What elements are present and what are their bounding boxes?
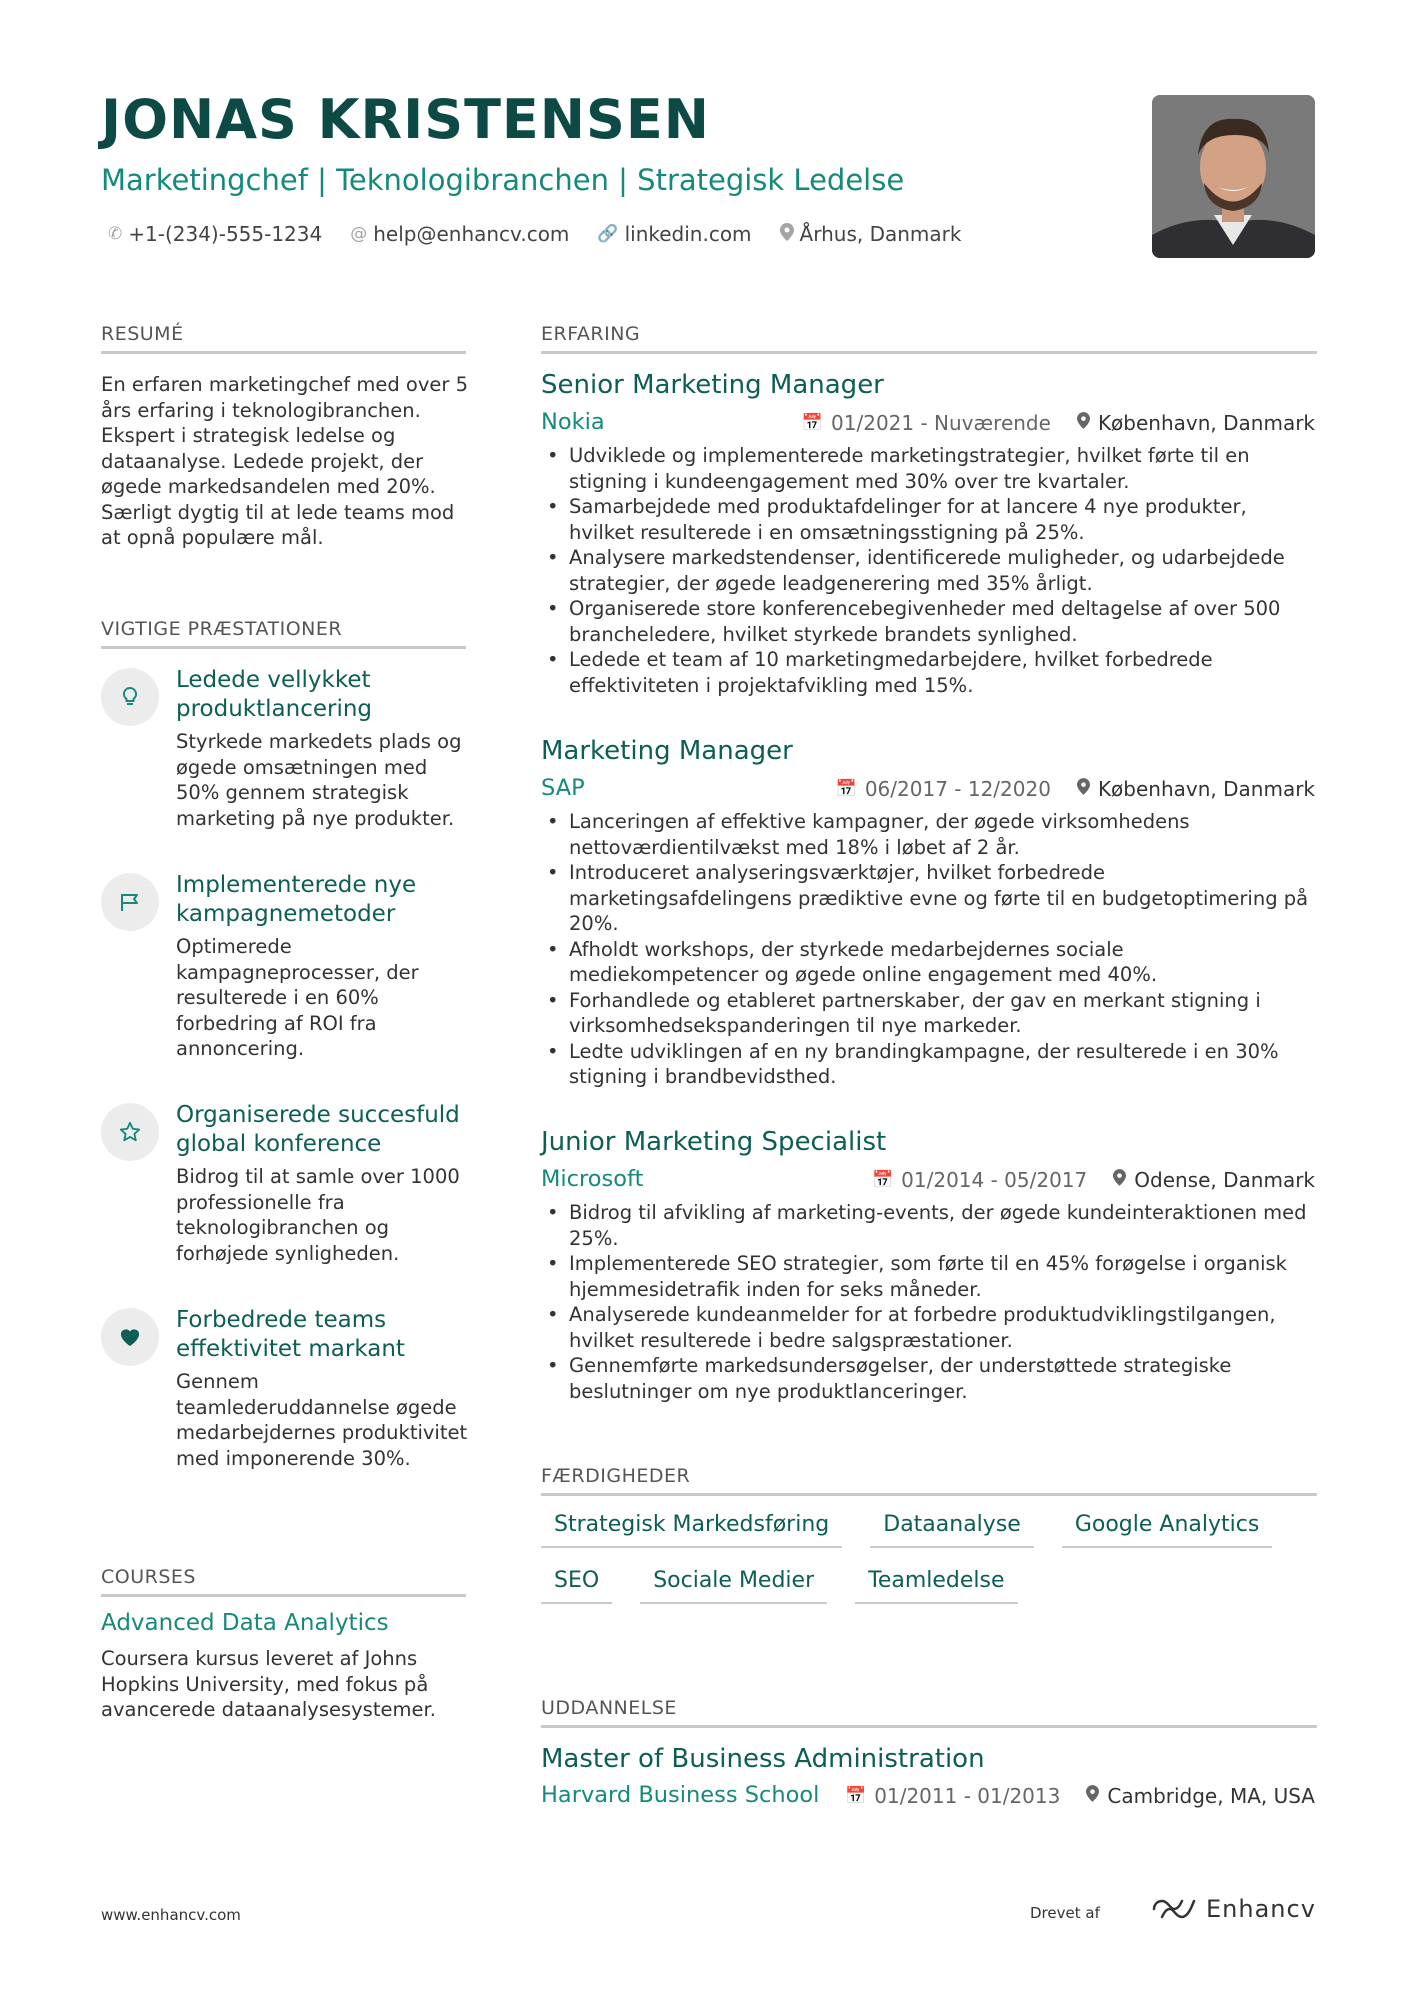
link-icon: 🔗 — [597, 224, 619, 244]
achievement-title: Ledede vellykket produktlancering — [176, 667, 373, 722]
job-bullets — [541, 809, 1316, 1090]
courses-heading: COURSES — [101, 1566, 466, 1597]
achievements-heading: VIGTIGE PRÆSTATIONER — [101, 618, 466, 649]
job-bullet: • Implementerede SEO strategier, som førte til en 45% forøgelse i organisk hjemmesidetrafik inden for seks måneder. — [541, 1251, 1316, 1302]
job-company: Microsoft — [541, 1166, 644, 1192]
summary-text: En erfaren marketingchef med over 5 års erfaring i teknologibranchen. Ekspert i strategisk ledelse og dataanalyse. Ledede projekt, der øgede markedsandelen med 20%. Særligt dygtig til at lede teams mod at opnå populære mål. — [101, 373, 469, 549]
skills-list — [541, 1512, 1321, 1624]
calendar-icon: 📅 — [845, 1786, 867, 1806]
achievement-title: Forbedrede teams effektivitet markant — [176, 1307, 405, 1362]
enhancv-logo-text: Enhancv — [1206, 1895, 1316, 1923]
job-meta — [872, 1168, 1315, 1192]
job-location: København, Danmark — [1077, 777, 1315, 801]
job-bullet: • Organiserede store konferencebegivenheder med deltagelse af over 500 brancheledere, hvilket styrkede brandets synlighed. — [541, 596, 1316, 647]
education-location: Cambridge, MA, USA — [1086, 1784, 1315, 1808]
course-title: Advanced Data Analytics — [101, 1610, 389, 1636]
achievement-title: Implementerede nye kampagnemetoder — [176, 872, 417, 927]
enhancv-logo-icon — [1150, 1896, 1198, 1922]
job-date: 📅 01/2021 - Nuværende — [801, 411, 1051, 435]
contact-phone[interactable]: ✆ +1-(234)-555-1234 — [108, 222, 323, 246]
footer-powered-by: Drevet af — [1030, 1904, 1100, 1922]
job-date: 📅 06/2017 - 12/2020 — [835, 777, 1051, 801]
job-meta — [802, 411, 1315, 435]
achievement-desc: Styrkede markedets plads og øgede omsætningen med 50% gennem strategisk marketing på nye produkter. — [176, 730, 462, 830]
location-pin-icon — [1077, 412, 1090, 434]
heart-icon — [101, 1308, 159, 1366]
education-degree: Master of Business Administration — [541, 1744, 985, 1774]
job-date: 📅 01/2014 - 05/2017 — [871, 1168, 1088, 1192]
job-location: Odense, Danmark — [1113, 1168, 1315, 1192]
education-date: 📅 01/2011 - 01/2013 — [845, 1784, 1061, 1808]
candidate-title: Marketingchef | Teknologibranchen | Strategisk Ledelse — [101, 163, 905, 197]
skill-tag: SEO — [541, 1568, 612, 1604]
enhancv-logo[interactable] — [1150, 1895, 1316, 1923]
skill-tag: Dataanalyse — [870, 1512, 1034, 1548]
skill-tag: Google Analytics — [1062, 1512, 1272, 1548]
calendar-icon: 📅 — [835, 779, 857, 799]
job-bullet: • Samarbejdede med produktafdelinger for at lancere 4 nye produkter, hvilket resulterede i en omsætningsstigning på 25%. — [541, 494, 1316, 545]
job-bullets — [541, 1200, 1316, 1404]
location-pin-icon — [1077, 778, 1090, 800]
job-bullet: • Gennemførte markedsundersøgelser, der understøttede strategiske beslutninger om nye produktlanceringer. — [541, 1353, 1316, 1404]
education-meta — [845, 1784, 1315, 1808]
profile-photo — [1152, 95, 1315, 258]
summary-heading: RESUMÉ — [101, 323, 466, 354]
contact-bar — [108, 222, 961, 246]
job-bullet: • Analysere markedstendenser, identificerede muligheder, og udarbejdede strategier, der øgede leadgenerering med 35% årligt. — [541, 545, 1316, 596]
flag-icon — [101, 873, 159, 931]
education-school: Harvard Business School — [541, 1782, 820, 1808]
phone-icon: ✆ — [108, 224, 123, 244]
job-company: SAP — [541, 775, 585, 801]
contact-email[interactable]: @ help@enhancv.com — [350, 222, 570, 246]
calendar-icon: 📅 — [871, 1170, 894, 1190]
at-icon: @ — [350, 224, 368, 244]
job-title: Senior Marketing Manager — [541, 370, 884, 400]
contact-linkedin[interactable]: 🔗 linkedin.com — [597, 222, 752, 246]
job-bullet: • Forhandlede og etableret partnerskaber, der gav en merkant stigning i virksomhedsekspanderingen til nye markeder. — [541, 988, 1316, 1039]
calendar-icon: 📅 — [801, 413, 824, 433]
skills-row — [541, 1568, 1321, 1604]
job-bullet: • Ledede et team af 10 marketingmedarbejdere, hvilket forbedrede effektiviteten i projektafvikling med 15%. — [541, 647, 1316, 698]
course-desc: Coursera kursus leveret af Johns Hopkins University, med fokus på avancerede dataanalysesystemer. — [101, 1647, 436, 1721]
job-bullet: • Udviklede og implementerede marketingstrategier, hvilket førte til en stigning i kundeengagement med 30% over tre kvartaler. — [541, 443, 1316, 494]
achievement-desc: Bidrog til at samle over 1000 professionelle fra teknologibranchen og forhøjede synligheden. — [176, 1165, 460, 1265]
job-title: Marketing Manager — [541, 736, 793, 766]
footer-url[interactable]: www.enhancv.com — [101, 1906, 241, 1924]
contact-location: Århus, Danmark — [780, 222, 962, 246]
job-meta — [836, 777, 1315, 801]
location-pin-icon — [1086, 1785, 1099, 1807]
skill-tag: Sociale Medier — [640, 1568, 827, 1604]
candidate-name: JONAS KRISTENSEN — [101, 88, 710, 151]
job-bullet: • Bidrog til afvikling af marketing-events, der øgede kundeinteraktionen med 25%. — [541, 1200, 1316, 1251]
job-title: Junior Marketing Specialist — [541, 1127, 887, 1157]
star-icon — [101, 1103, 159, 1161]
skill-tag: Strategisk Markedsføring — [541, 1512, 842, 1548]
achievement-desc: Gennem teamlederuddannelse øgede medarbejdernes produktivitet med imponerende 30%. — [176, 1370, 468, 1470]
job-bullets — [541, 443, 1316, 698]
skills-row — [541, 1512, 1321, 1548]
job-company: Nokia — [541, 409, 605, 435]
job-bullet: • Introduceret analyseringsværktøjer, hvilket forbedrede marketingsafdelingens prædiktive evne og førte til en budgetoptimering på 20%. — [541, 860, 1316, 937]
job-bullet: • Analyserede kundeanmelder for at forbedre produktudviklingstilgangen, hvilket resulterede i bedre salgspræstationer. — [541, 1302, 1316, 1353]
education-heading: UDDANNELSE — [541, 1697, 1317, 1728]
skill-tag: Teamledelse — [855, 1568, 1017, 1604]
location-pin-icon — [780, 223, 794, 246]
achievement-title: Organiserede succesfuld global konference — [176, 1102, 460, 1157]
experience-heading: ERFARING — [541, 323, 1317, 354]
job-bullet: • Lanceringen af effektive kampagner, der øgede virksomhedens nettoværdientilvækst med 18% i løbet af 2 år. — [541, 809, 1316, 860]
location-pin-icon — [1113, 1169, 1126, 1191]
skills-heading: FÆRDIGHEDER — [541, 1465, 1317, 1496]
lightbulb-icon — [101, 668, 159, 726]
job-bullet: • Ledte udviklingen af en ny brandingkampagne, der resulterede i en 30% stigning i brandbevidsthed. — [541, 1039, 1316, 1090]
job-location: København, Danmark — [1077, 411, 1315, 435]
achievement-desc: Optimerede kampagneprocesser, der resulterede i en 60% forbedring af ROI fra annoncering. — [176, 935, 419, 1060]
job-bullet: • Afholdt workshops, der styrkede medarbejdernes sociale mediekompetencer og øgede online engagement med 40%. — [541, 937, 1316, 988]
